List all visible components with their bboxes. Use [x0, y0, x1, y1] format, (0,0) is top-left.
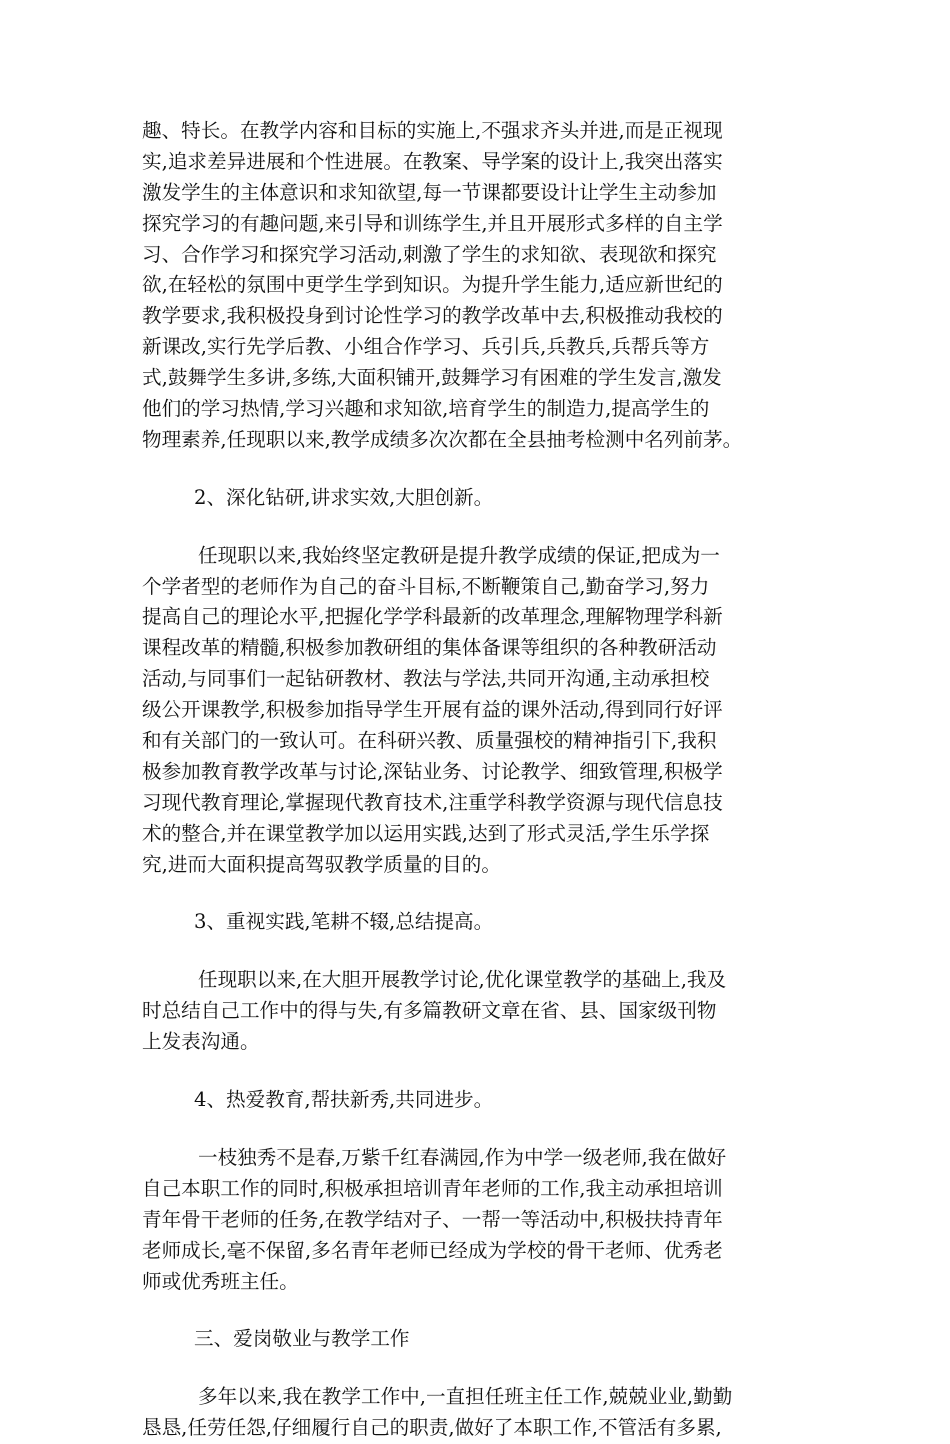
- paragraph-spacer: [142, 514, 818, 541]
- section-heading-2: 2、深化钻研,讲求实效,大胆创新。: [194, 485, 494, 509]
- text-line: 青年骨干老师的任务,在教学结对子、一帮一等活动中,积极扶持青年: [142, 1207, 723, 1231]
- text-line: 课程改革的精髓,积极参加教研组的集体备课等组织的各种教研活动: [142, 636, 717, 660]
- text-line: 师或优秀班主任。: [142, 1269, 299, 1293]
- text-line: 任现职以来,在大胆开展教学讨论,优化课堂教学的基础上,我及: [198, 968, 727, 992]
- text-line: 术的整合,并在课堂教学加以运用实践,达到了形式灵活,学生乐学探: [142, 821, 710, 845]
- paragraph-1: [142, 116, 818, 456]
- text-line: 恳恳,任劳任怨,仔细履行自己的职责,做好了本职工作,不管活有多累,: [142, 1416, 722, 1440]
- paragraph-3: [142, 965, 818, 1058]
- paragraph-spacer: [142, 1058, 818, 1085]
- text-line: 自己本职工作的同时,积极承担培训青年老师的工作,我主动承担培训: [142, 1176, 723, 1200]
- paragraph-spacer: [142, 1355, 818, 1382]
- text-line: 时总结自己工作中的得与失,有多篇教研文章在省、县、国家级刊物: [142, 999, 717, 1023]
- text-line: 习、合作学习和探究学习活动,刺激了学生的求知欲、表现欲和探究: [142, 242, 717, 266]
- section-heading-4: 4、热爱教育,帮扶新秀,共同进步。: [194, 1088, 494, 1112]
- text-line: 教学要求,我积极投身到讨论性学习的教学改革中去,积极推动我校的: [142, 304, 723, 328]
- text-line: 老师成长,毫不保留,多名青年老师已经成为学校的骨干老师、优秀老: [142, 1238, 723, 1262]
- section-heading-5: 三、爱岗敬业与教学工作: [194, 1327, 410, 1351]
- paragraph-4: [142, 1143, 818, 1297]
- text-line: 和有关部门的一致认可。在科研兴教、质量强校的精神指引下,我积: [142, 729, 717, 753]
- text-line: 趣、特长。在教学内容和目标的实施上,不强求齐头并进,而是正视现: [142, 119, 723, 142]
- text-line: 式,鼓舞学生多讲,多练,大面积铺开,鼓舞学习有困难的学生发言,激发: [142, 366, 722, 390]
- section-heading-3: 3、重视实践,笔耕不辍,总结提高。: [194, 910, 494, 934]
- paragraph-spacer: [142, 938, 818, 965]
- text-line: 习现代教育理论,掌握现代教育技术,注重学科教学资源与现代信息技: [142, 790, 723, 814]
- text-line: 究,进而大面积提高驾驭教学质量的目的。: [142, 852, 501, 876]
- text-line: 个学者型的老师作为自己的奋斗目标,不断鞭策自己,勤奋学习,努力: [142, 574, 710, 598]
- paragraph-5: [142, 1382, 818, 1444]
- text-line: 实,追求差异进展和个性进展。在教案、导学案的设计上,我突出落实: [142, 149, 723, 173]
- text-line: 一枝独秀不是春,万紫千红春满园,作为中学一级老师,我在做好: [198, 1145, 727, 1169]
- text-line: 激发学生的主体意识和求知欲望,每一节课都要设计让学生主动参加: [142, 180, 717, 204]
- paragraph-spacer: [142, 456, 818, 483]
- paragraph-spacer: [142, 1116, 818, 1143]
- paragraph-spacer: [142, 880, 818, 907]
- text-line: 欲,在轻松的氛围中更学生学到知识。为提升学生能力,适应新世纪的: [142, 273, 723, 297]
- text-line: 他们的学习热情,学习兴趣和求知欲,培育学生的制造力,提高学生的: [142, 397, 710, 421]
- paragraph-spacer: [142, 1297, 818, 1324]
- text-line: 任现职以来,我始终坚定教研是提升教学成绩的保证,把成为一: [198, 543, 720, 567]
- text-line: 多年以来,我在教学工作中,一直担任班主任工作,兢兢业业,勤勤: [198, 1385, 733, 1409]
- document-body: [142, 116, 818, 1444]
- text-line: 新课改,实行先学后教、小组合作学习、兵引兵,兵教兵,兵帮兵等方: [142, 335, 710, 359]
- text-line: 上发表沟通。: [142, 1030, 260, 1054]
- text-line: 活动,与同事们一起钻研教材、教法与学法,共同开沟通,主动承担校: [142, 667, 710, 691]
- text-line: 级公开课教学,积极参加指导学生开展有益的课外活动,得到同行好评: [142, 698, 723, 722]
- text-line: 物理素养,任现职以来,教学成绩多次次都在全县抽考检测中名列前茅。: [142, 427, 743, 451]
- text-line: 极参加教育教学改革与讨论,深钻业务、讨论教学、细致管理,积极学: [142, 759, 723, 783]
- text-line: 探究学习的有趣问题,来引导和训练学生,并且开展形式多样的自主学: [142, 211, 723, 235]
- paragraph-2: [142, 541, 818, 881]
- text-line: 提高自己的理论水平,把握化学学科最新的改革理念,理解物理学科新: [142, 605, 723, 629]
